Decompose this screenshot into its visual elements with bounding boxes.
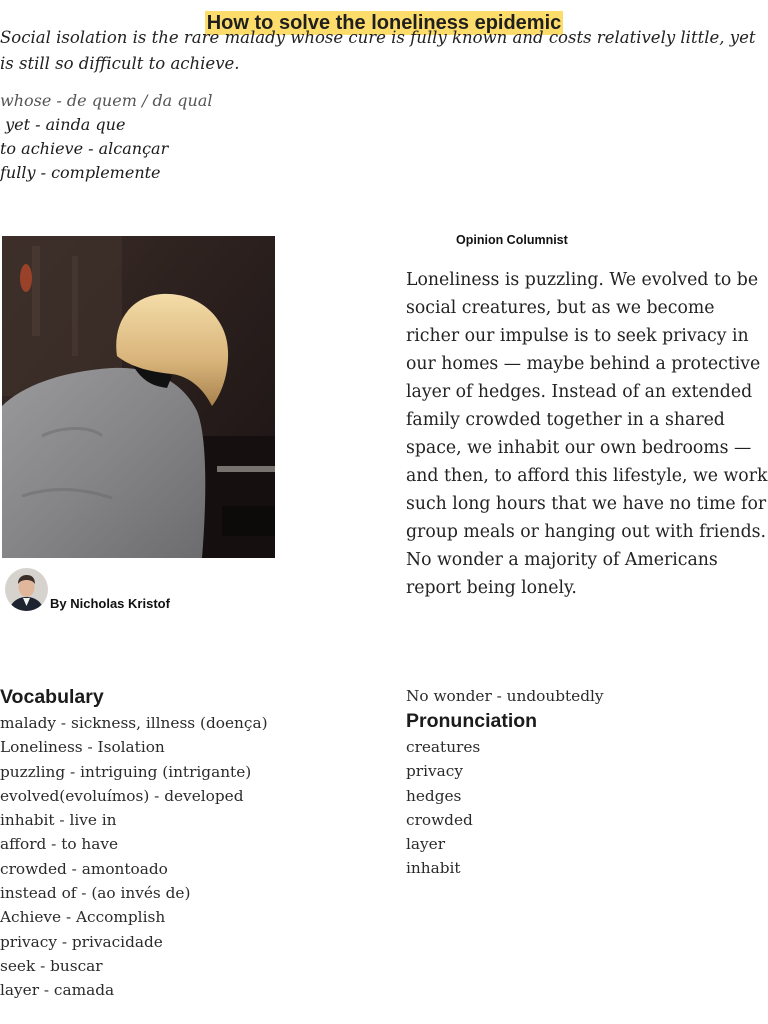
vocabulary-item: crowded - amontoado	[0, 859, 168, 878]
vocabulary-item: instead of - (ao invés de)	[0, 884, 191, 903]
vocabulary-heading: Vocabulary	[0, 686, 104, 708]
article-subtitle: Social isolation is the rare malady whose cure is fully known and costs relatively little, yet is still so difficult to achieve.	[0, 28, 756, 73]
glossary-item: yet - ainda que	[0, 115, 126, 134]
vocabulary-item: afford - to have	[0, 835, 119, 854]
glossary-list	[0, 89, 400, 185]
pronunciation-item: crowded	[406, 810, 473, 829]
vocabulary-item: privacy - privacidade	[0, 932, 163, 951]
article-title: How to solve the loneliness epidemic	[206, 12, 562, 34]
vocabulary-item: inhabit - live in	[0, 811, 117, 830]
glossary-item: to achieve - alcançar	[0, 139, 169, 158]
glossary-item: fully - complemente	[0, 163, 161, 182]
pronunciation-list	[406, 735, 746, 881]
pronunciation-heading: Pronunciation	[406, 710, 538, 732]
kicker-label: Opinion Columnist	[456, 233, 568, 247]
article-photo	[2, 236, 275, 558]
vocabulary-item: malady - sickness, illness (doença)	[0, 714, 268, 732]
vocabulary-item: seek - buscar	[0, 956, 103, 975]
author-avatar-icon	[5, 568, 48, 611]
pronunciation-item: inhabit	[406, 859, 461, 878]
byline: By Nicholas Kristof	[50, 596, 170, 611]
vocabulary-item: layer - camada	[0, 981, 115, 1000]
vocabulary-item: Achieve - Accomplish	[0, 908, 166, 927]
pronunciation-item: creatures	[406, 738, 481, 756]
vocabulary-item: puzzling - intriguing (intrigante)	[0, 762, 252, 781]
pronunciation-item: privacy	[406, 762, 463, 781]
vocabulary-list	[0, 711, 400, 1003]
vocabulary-item: Loneliness - Isolation	[0, 738, 165, 757]
glossary-item: whose - de quem / da qual	[0, 91, 213, 110]
article-body: Loneliness is puzzling. We evolved to be social creatures, but as we become richer our impulse is to seek privacy in our homes — maybe behind a protective layer of hedges. Instead of an extended family crowded together in a shared space, we inhabit our own bedrooms — and then, to afford this lifestyle, we work such long hours that we have no time for group meals or hanging out with friends. No wonder a majority of Americans report being lonely.	[406, 270, 768, 598]
woman-walking-photo	[2, 236, 275, 558]
pronunciation-item: layer	[406, 835, 446, 854]
vocabulary-item: evolved(evoluímos) - developed	[0, 786, 244, 805]
no-wonder-note: No wonder - undoubtedly	[406, 687, 604, 705]
author-avatar	[5, 568, 48, 611]
pronunciation-item: hedges	[406, 786, 462, 805]
